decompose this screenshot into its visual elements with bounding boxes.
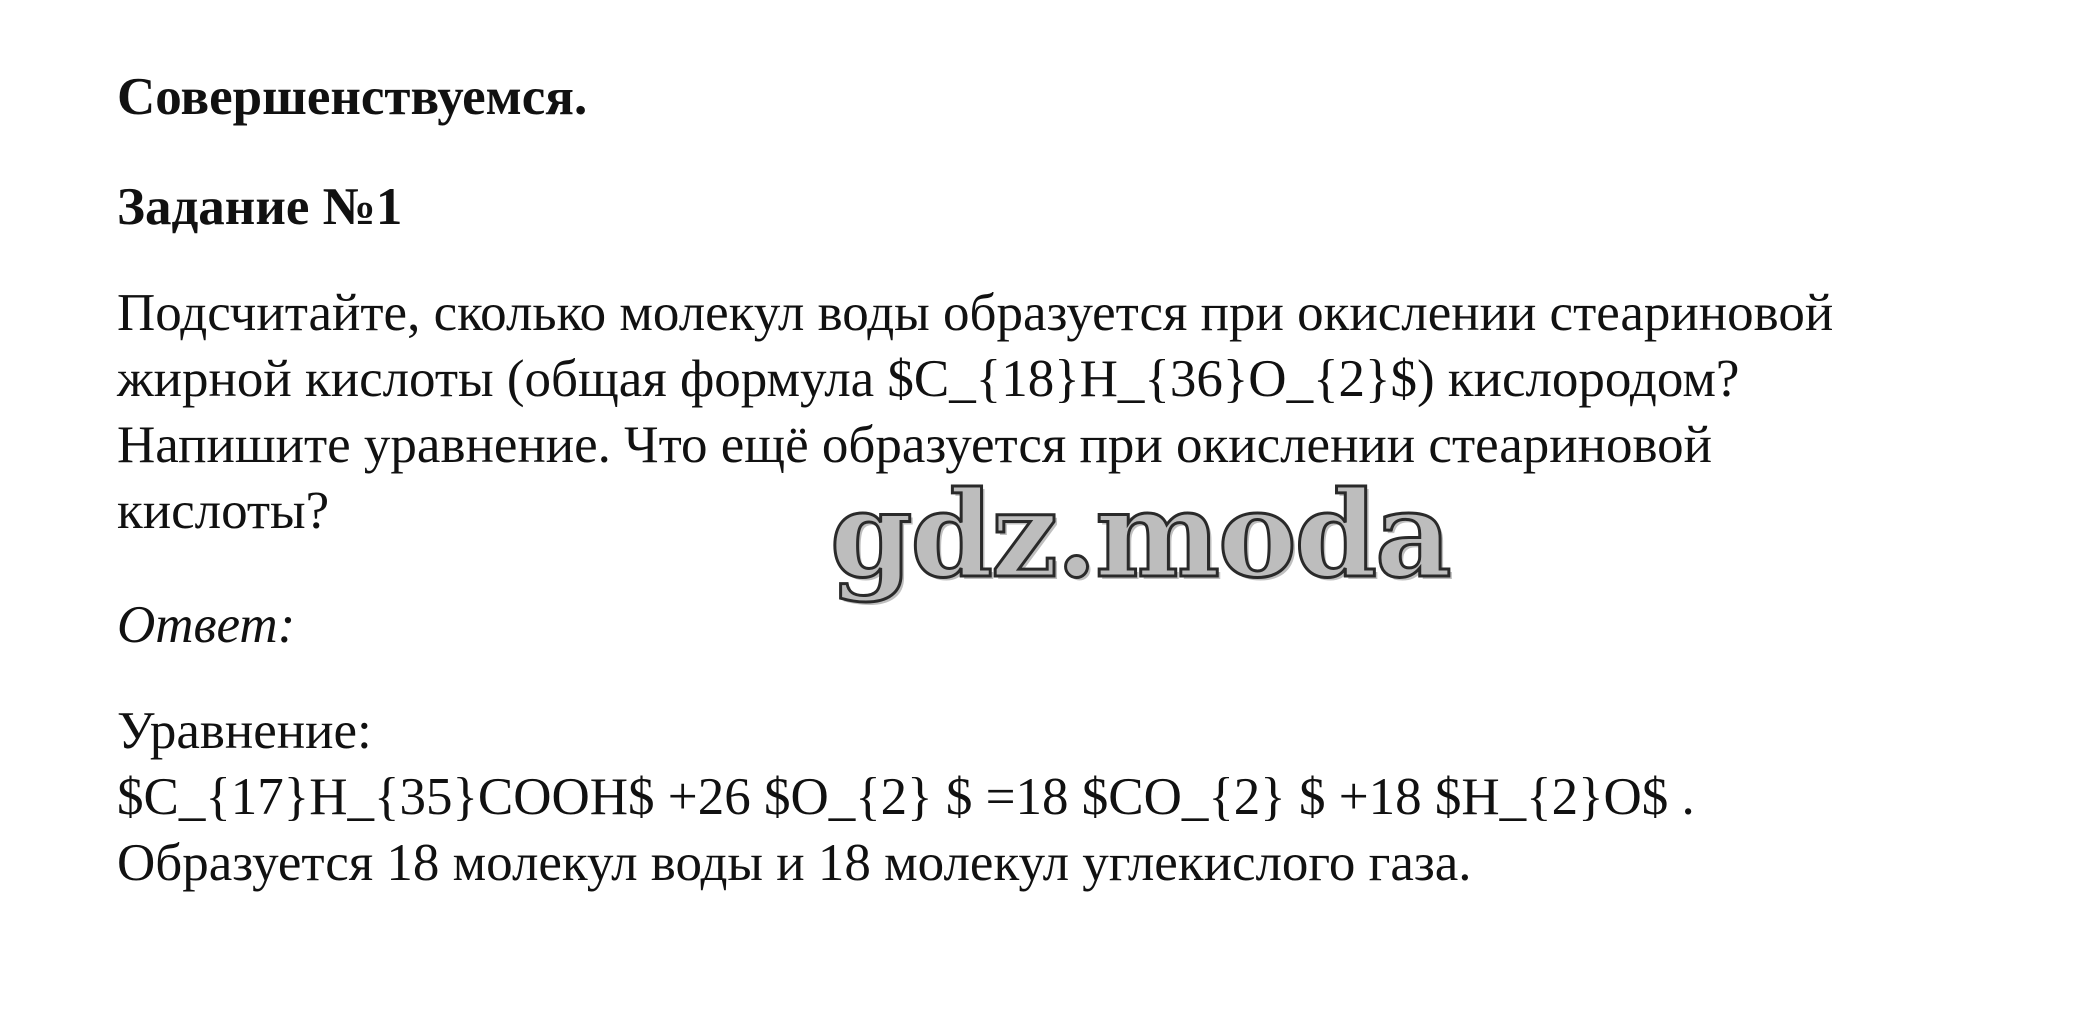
solution-text [117,698,1695,896]
question-line: кислоты? [117,482,330,540]
solution-line: $C_{17}H_{35}COOH$ +26 $O_{2} $ =18 $CO_{2} $ +18 $H_{2}O$ . [117,768,1695,826]
watermark-logo: gdz.moda [830,465,1450,604]
solution-line: Уравнение: [117,702,372,760]
question-line: жирной кислоты (общая формула $C_{18}H_{36}O_{2}$) кислородом? [117,350,1740,408]
answer-label: Ответ: [117,596,296,654]
task-title: Задание №1 [117,178,403,236]
question-line: Подсчитайте, сколько молекул воды образуется при окислении стеариновой [117,284,1834,342]
solution-line: Образуется 18 молекул воды и 18 молекул углекислого газа. [117,834,1472,892]
question-line: Напишите уравнение. Что ещё образуется при окислении стеариновой [117,416,1713,474]
section-heading: Совершенствуемся. [117,68,588,126]
